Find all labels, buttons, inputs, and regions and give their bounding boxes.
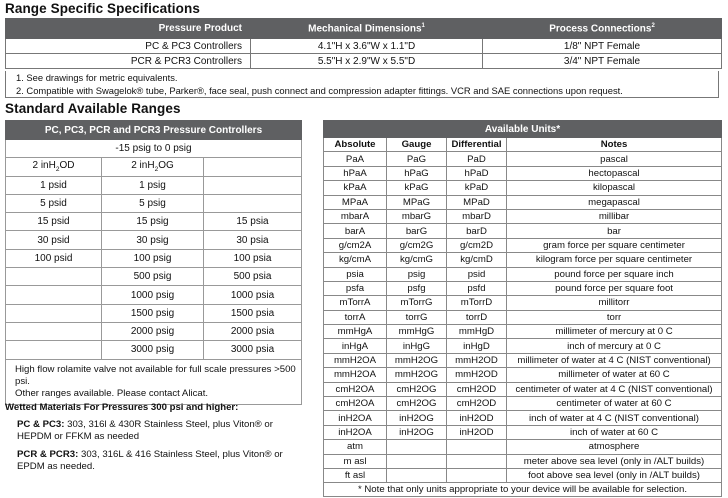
wetted-pcr: PCR & PCR3: 303, 316L & 416 Stainless Steel, plus Viton® or EPDM as needed. [17, 449, 283, 472]
psid-range-cell [6, 286, 102, 304]
differential-unit-cell: psid [447, 267, 507, 281]
gauge-unit-cell: cmH2OG [387, 397, 447, 411]
unit-notes-cell: millibar [507, 209, 722, 223]
wetted-title: Wetted Materials For Pressures 300 psi and higher: [5, 402, 239, 413]
table-row [6, 304, 302, 322]
empty-cell [447, 440, 507, 454]
absolute-unit-cell: mmHgA [324, 325, 387, 339]
differential-unit-cell: inH2OD [447, 425, 507, 439]
psid-range-cell [6, 268, 102, 286]
empty-cell [387, 454, 447, 468]
differential-unit-cell: psfd [447, 281, 507, 295]
empty-cell [447, 454, 507, 468]
differential-unit-cell: inH2OD [447, 411, 507, 425]
unit-notes-cell: megapascal [507, 195, 722, 209]
col-header-connections: Process Connections$^2$ [483, 19, 722, 39]
psia-range-cell: 1500 psia [204, 304, 302, 322]
spec-footnotes [5, 71, 719, 98]
unit-notes-cell: atmosphere [507, 440, 722, 454]
unit-notes-cell: meter above sea level (only in /ALT builds) [507, 454, 722, 468]
table-row [324, 411, 722, 425]
gauge-unit-cell: mTorrG [387, 296, 447, 310]
gauge-unit-cell: torrG [387, 310, 447, 324]
psid-range-cell [6, 322, 102, 340]
absolute-unit-cell: psfa [324, 281, 387, 295]
differential-unit-cell: barD [447, 224, 507, 238]
range-cell [204, 158, 302, 176]
col-header-absolute: Absolute [324, 138, 387, 152]
psig-range-cell: 2000 psig [102, 322, 204, 340]
unit-notes-cell: inch of mercury at 0 C [507, 339, 722, 353]
range-specs-table [5, 18, 722, 69]
absolute-unit-cell: cmH2OA [324, 382, 387, 396]
gauge-unit-cell: mmH2OG [387, 353, 447, 367]
wetted-materials [5, 402, 305, 479]
psia-range-cell: 3000 psia [204, 341, 302, 359]
table-row [324, 468, 722, 482]
unit-notes-cell: millitorr [507, 296, 722, 310]
table-header-row [6, 19, 722, 39]
gauge-unit-cell: g/cm2G [387, 238, 447, 252]
unit-notes-cell: millimeter of mercury at 0 C [507, 325, 722, 339]
psig-range-cell: 15 psig [102, 213, 204, 231]
unit-notes-cell: hectopascal [507, 166, 722, 180]
table-row [324, 339, 722, 353]
dimensions-cell: 5.5"H x 2.9"W x 5.5"D [251, 54, 483, 69]
gauge-unit-cell: mmH2OG [387, 368, 447, 382]
unit-notes-cell: foot above sea level (only in /ALT builds) [507, 468, 722, 482]
differential-unit-cell: mmH2OD [447, 353, 507, 367]
psig-range-cell: 3000 psig [102, 341, 204, 359]
table-row [6, 249, 302, 267]
table-row [324, 296, 722, 310]
range-cell: 2 inH$_2$OG [102, 158, 204, 176]
dimensions-cell: 4.1"H x 3.6"W x 1.1"D [251, 39, 483, 54]
psia-range-cell: 2000 psia [204, 322, 302, 340]
psig-range-cell: 30 psig [102, 231, 204, 249]
col-header-gauge: Gauge [387, 138, 447, 152]
differential-unit-cell: cmH2OD [447, 397, 507, 411]
psig-range-cell: 5 psig [102, 194, 204, 212]
gauge-unit-cell: inH2OG [387, 425, 447, 439]
absolute-unit-cell: hPaA [324, 166, 387, 180]
unit-notes-cell: centimeter of water at 60 C [507, 397, 722, 411]
differential-unit-cell: mbarD [447, 209, 507, 223]
table-row [324, 368, 722, 382]
differential-unit-cell: cmH2OD [447, 382, 507, 396]
gauge-unit-cell: psig [387, 267, 447, 281]
unit-notes-cell: kilogram force per square centimeter [507, 253, 722, 267]
differential-unit-cell: inHgD [447, 339, 507, 353]
gauge-unit-cell: barG [387, 224, 447, 238]
unit-notes-cell: inch of water at 4 C (NIST conventional) [507, 411, 722, 425]
absolute-unit-cell: mmH2OA [324, 368, 387, 382]
table-row [324, 454, 722, 468]
absolute-unit-cell: atm [324, 440, 387, 454]
differential-unit-cell: mmHgD [447, 325, 507, 339]
unit-notes-cell: kilopascal [507, 181, 722, 195]
units-footnote: * Note that only units appropriate to your device will be available for selection. [324, 483, 722, 497]
table-row [324, 209, 722, 223]
table-row [6, 268, 302, 286]
unit-notes-cell: pound force per square inch [507, 267, 722, 281]
col-header-dimensions: Mechanical Dimensions$^1$ [251, 19, 483, 39]
gauge-unit-cell: mbarG [387, 209, 447, 223]
table-row [324, 181, 722, 195]
table-row [324, 267, 722, 281]
empty-cell [387, 440, 447, 454]
absolute-unit-cell: mmH2OA [324, 353, 387, 367]
psig-range-cell: 1000 psig [102, 286, 204, 304]
gauge-unit-cell: hPaG [387, 166, 447, 180]
psid-range-cell: 1 psid [6, 176, 102, 194]
table-row [6, 39, 722, 54]
section-title-standard-ranges: Standard Available Ranges [5, 101, 181, 116]
absolute-unit-cell: PaA [324, 152, 387, 166]
unit-notes-cell: gram force per square centimeter [507, 238, 722, 252]
differential-unit-cell: PaD [447, 152, 507, 166]
absolute-unit-cell: cmH2OA [324, 397, 387, 411]
table-row [324, 253, 722, 267]
table-row [324, 195, 722, 209]
gauge-unit-cell: MPaG [387, 195, 447, 209]
psia-range-cell: 15 psia [204, 213, 302, 231]
gauge-unit-cell: psfg [387, 281, 447, 295]
footnote-1: 1. See drawings for metric equivalents. [16, 72, 178, 83]
differential-unit-cell: torrD [447, 310, 507, 324]
psig-range-cell: 1500 psig [102, 304, 204, 322]
gauge-unit-cell: kPaG [387, 181, 447, 195]
empty-cell [447, 468, 507, 482]
col-header-differential: Differential [447, 138, 507, 152]
range-cell: 2 inH$_2$OD [6, 158, 102, 176]
absolute-unit-cell: g/cm2A [324, 238, 387, 252]
psid-range-cell: 30 psid [6, 231, 102, 249]
connection-cell: 3/4" NPT Female [483, 54, 722, 69]
unit-notes-cell: bar [507, 224, 722, 238]
unit-notes-cell: inch of water at 60 C [507, 425, 722, 439]
section-title-range-specs: Range Specific Specifications [5, 1, 200, 16]
psig-range-cell: 500 psig [102, 268, 204, 286]
table-row [6, 231, 302, 249]
unit-notes-cell: millimeter of water at 4 C (NIST conventional) [507, 353, 722, 367]
gauge-unit-cell: PaG [387, 152, 447, 166]
table-row [6, 158, 302, 176]
absolute-unit-cell: MPaA [324, 195, 387, 209]
psia-range-cell: 500 psia [204, 268, 302, 286]
gauge-unit-cell: cmH2OG [387, 382, 447, 396]
table-row [324, 238, 722, 252]
table-row [324, 397, 722, 411]
table-row [324, 425, 722, 439]
psig-range-cell: 100 psig [102, 249, 204, 267]
table-row [6, 213, 302, 231]
psia-range-cell [204, 194, 302, 212]
table-row [6, 322, 302, 340]
psid-range-cell: 100 psid [6, 249, 102, 267]
differential-unit-cell: g/cm2D [447, 238, 507, 252]
units-table [323, 120, 722, 497]
psia-range-cell: 1000 psia [204, 286, 302, 304]
absolute-unit-cell: torrA [324, 310, 387, 324]
gauge-unit-cell: inHgG [387, 339, 447, 353]
differential-unit-cell: hPaD [447, 166, 507, 180]
ranges-note-2: Other ranges available. Please contact Alicat. [15, 387, 209, 399]
absolute-unit-cell: mTorrA [324, 296, 387, 310]
product-cell: PCR & PCR3 Controllers [6, 54, 251, 69]
col-header-product: Pressure Product [6, 19, 251, 39]
absolute-unit-cell: mbarA [324, 209, 387, 223]
gauge-unit-cell: kg/cmG [387, 253, 447, 267]
absolute-unit-cell: inH2OA [324, 425, 387, 439]
unit-notes-cell: torr [507, 310, 722, 324]
col-header-notes: Notes [507, 138, 722, 152]
psid-range-cell: 5 psid [6, 194, 102, 212]
product-cell: PC & PC3 Controllers [6, 39, 251, 54]
wetted-pc: PC & PC3: 303, 316l & 430R Stainless Steel, plus Viton® or HEPDM or FFKM as needed [17, 419, 273, 442]
units-header-row [324, 138, 722, 152]
connection-cell: 1/8" NPT Female [483, 39, 722, 54]
absolute-unit-cell: kPaA [324, 181, 387, 195]
psia-range-cell: 30 psia [204, 231, 302, 249]
table-row [6, 341, 302, 359]
table-row [324, 440, 722, 454]
unit-notes-cell: pound force per square foot [507, 281, 722, 295]
table-row [324, 353, 722, 367]
psid-range-cell [6, 304, 102, 322]
ranges-table [5, 120, 302, 405]
differential-unit-cell: kg/cmD [447, 253, 507, 267]
table-row [6, 194, 302, 212]
absolute-unit-cell: psia [324, 267, 387, 281]
psig-range-cell: 1 psig [102, 176, 204, 194]
unit-notes-cell: pascal [507, 152, 722, 166]
absolute-unit-cell: inH2OA [324, 411, 387, 425]
table-row [324, 310, 722, 324]
absolute-unit-cell: ft asl [324, 468, 387, 482]
psid-range-cell [6, 341, 102, 359]
table-row [6, 286, 302, 304]
differential-unit-cell: mTorrD [447, 296, 507, 310]
table-row [324, 382, 722, 396]
differential-unit-cell: MPaD [447, 195, 507, 209]
table-row [324, 325, 722, 339]
table-row [6, 176, 302, 194]
vacuum-range-cell: -15 psig to 0 psig [6, 140, 302, 158]
gauge-unit-cell: mmHgG [387, 325, 447, 339]
units-table-title: Available Units* [324, 121, 722, 138]
absolute-unit-cell: kg/cmA [324, 253, 387, 267]
differential-unit-cell: kPaD [447, 181, 507, 195]
ranges-note [6, 359, 302, 404]
absolute-unit-cell: inHgA [324, 339, 387, 353]
differential-unit-cell: mmH2OD [447, 368, 507, 382]
unit-notes-cell: centimeter of water at 4 C (NIST conventional) [507, 382, 722, 396]
psia-range-cell: 100 psia [204, 249, 302, 267]
ranges-note-1: High flow rolamite valve not available for full scale pressures >500 psi. [15, 363, 296, 387]
empty-cell [387, 468, 447, 482]
absolute-unit-cell: m asl [324, 454, 387, 468]
absolute-unit-cell: barA [324, 224, 387, 238]
table-row [324, 166, 722, 180]
unit-notes-cell: millimeter of water at 60 C [507, 368, 722, 382]
table-row [324, 281, 722, 295]
psid-range-cell: 15 psid [6, 213, 102, 231]
table-row [324, 152, 722, 166]
psia-range-cell [204, 176, 302, 194]
ranges-table-header: PC, PC3, PCR and PCR3 Pressure Controllers [6, 121, 302, 140]
footnote-2: 2. Compatible with Swagelok® tube, Parker®, face seal, push connect and compression adapter fittings. VCR and SAE connections upon request. [16, 84, 623, 96]
table-row [324, 224, 722, 238]
table-row [6, 54, 722, 69]
gauge-unit-cell: inH2OG [387, 411, 447, 425]
